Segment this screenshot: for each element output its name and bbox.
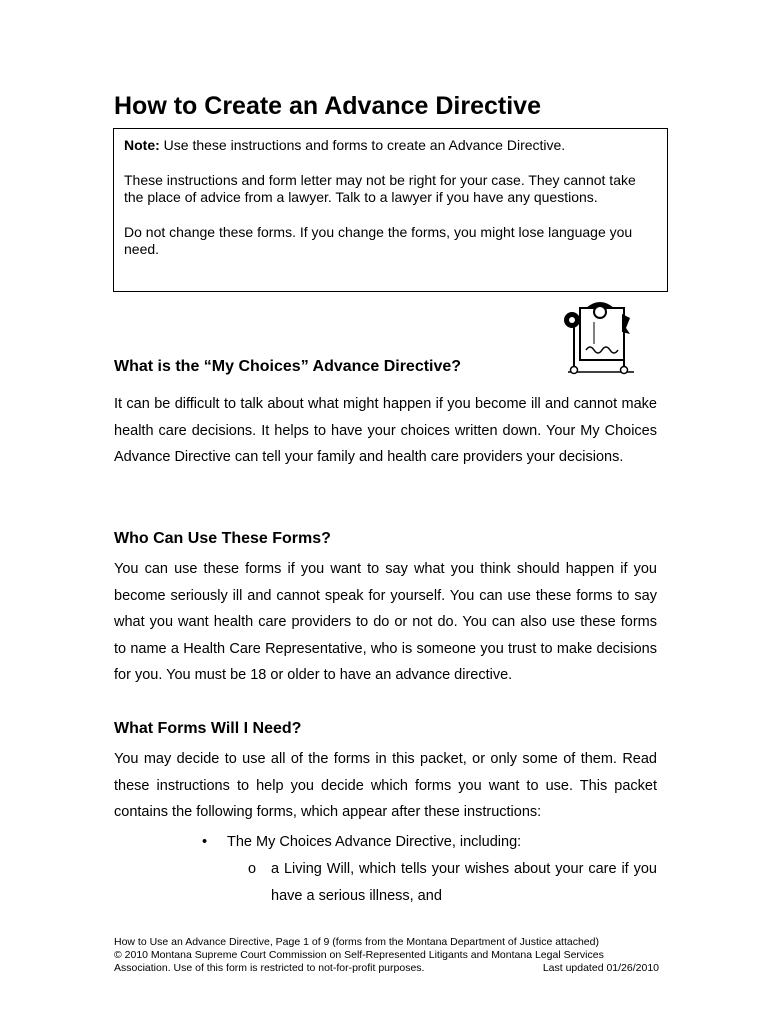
section-body-who-can-use: You can use these forms if you want to say what you think should happen if you become seriously ill and cannot speak for yourself. You can use these forms to say what you want health care providers to do or not do. You can also use these forms to name a Health Care Representative, who is someone you trust to make decisions for you. You must be 18 or older to have an advance directive.	[114, 561, 657, 683]
hospital-bed-icon	[560, 298, 640, 380]
footer-last-updated: Last updated 01/26/2010	[542, 962, 659, 974]
note-paragraph-change: Do not change these forms. If you change the forms, you might lose language you need.	[124, 223, 633, 257]
page-title: How to Create an Advance Directive	[114, 92, 541, 120]
note-label: Note:	[124, 137, 160, 153]
section-heading-what-is: What is the “My Choices” Advance Directive?	[114, 358, 462, 375]
sub-list-item-text: a Living Will, which tells your wishes about your care if you have a serious illness, and	[271, 861, 657, 904]
note-line	[124, 137, 657, 155]
list-item	[202, 829, 657, 856]
section-body-what-forms: You may decide to use all of the forms in this packet, or only some of them. Read these instructions to help you decide which forms you want to use. This packet contains the following forms, which appear after these instructions:	[114, 751, 657, 820]
bullet-marker: •	[202, 834, 208, 850]
note-paragraph-advice: These instructions and form letter may not be right for your case. They cannot take the place of advice from a lawyer. Talk to a lawyer if you have any questions.	[124, 171, 636, 205]
footer-line-2: © 2010 Montana Supreme Court Commission on Self-Represented Litigants and Montana Legal Services	[114, 949, 604, 961]
sub-bullet-marker: o	[248, 861, 257, 877]
note-text: Use these instructions and forms to create an Advance Directive.	[163, 137, 566, 153]
list-item-text: The My Choices Advance Directive, including:	[227, 834, 522, 850]
sub-list-item	[248, 856, 657, 909]
page-footer	[114, 936, 659, 975]
section-heading-what-forms: What Forms Will I Need?	[114, 720, 302, 737]
section-body-what-is: It can be difficult to talk about what might happen if you become ill and cannot make health care decisions. It helps to have your choices written down. Your My Choices Advance Directive can tell your family and health care providers your decisions.	[114, 396, 657, 465]
footer-restriction: Association. Use of this form is restricted to not-for-profit purposes.	[114, 962, 425, 974]
note-box	[113, 128, 668, 292]
footer-line-3	[114, 962, 659, 975]
footer-line-1: How to Use an Advance Directive, Page 1 of 9 (forms from the Montana Department of Justice attached)	[114, 936, 599, 948]
section-heading-who-can-use: Who Can Use These Forms?	[114, 530, 331, 547]
